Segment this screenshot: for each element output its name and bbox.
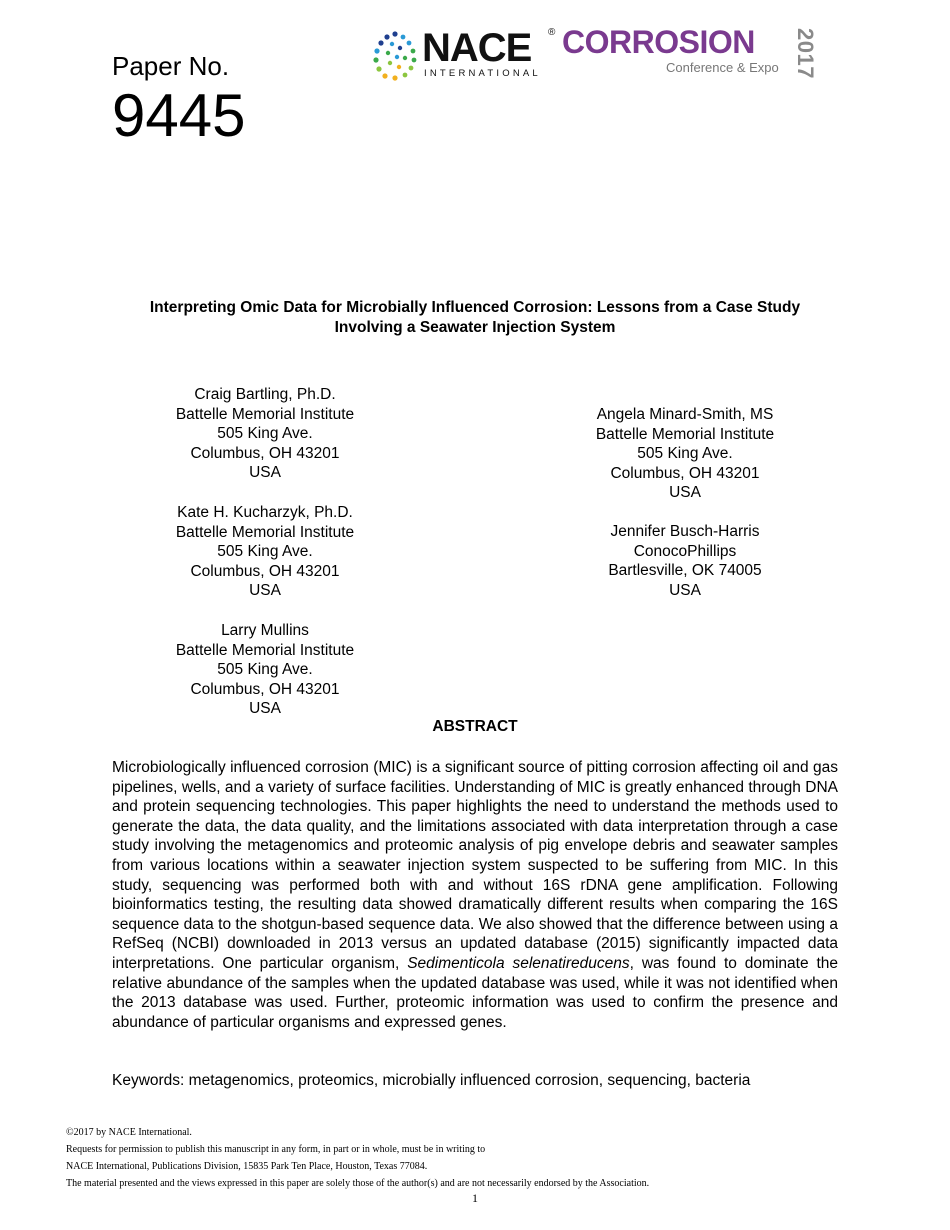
author-block-minard-smith	[555, 405, 815, 503]
author-country: USA	[249, 582, 281, 600]
footer-address: NACE International, Publications Division, 15835 Park Ten Place, Houston, Texas 77084.	[66, 1161, 428, 1172]
author-org: Battelle Memorial Institute	[595, 425, 775, 443]
author-street: 505 King Ave.	[217, 425, 313, 443]
author-block-mullins	[135, 621, 395, 719]
author-name: Jennifer Busch-Harris	[610, 523, 760, 540]
copyright-footer	[66, 1124, 886, 1192]
nace-wordmark: NACE	[422, 26, 532, 70]
nace-registered-mark: ®	[548, 27, 556, 38]
paper-number-label: Paper No.	[112, 51, 230, 81]
author-org: Battelle Memorial Institute	[175, 523, 355, 541]
corrosion-year-wrap	[794, 28, 820, 78]
abstract-organism-name: Sedimenticola selenatireducens	[407, 954, 630, 972]
author-street: 505 King Ave.	[637, 445, 733, 463]
author-city: Columbus, OH 43201	[190, 562, 340, 580]
abstract-body	[112, 758, 838, 1032]
author-city: Columbus, OH 43201	[610, 464, 760, 482]
abstract-text-part-1: Microbiologically influenced corrosion (MIC) is a significant source of pitting corrosion affecting oil and gas pipelines, wells, and a variety of surface facilities. Understanding of MIC is greatly enhanced through DNA and protein sequencing technologies. This paper highlights the need to understand the methods used to generate the data, the data quality, and the limitations associated with data interpretation through a case study involving the metagenomics and proteomic analysis of pig envelope debris and seawater samples from various locations within a seawater injection system suspected to be suffering from MIC. In this study, sequencing was performed both with and without 16S rDNA gene amplification. Following bioinformatics testing, the resulting data showed dramatically different results when comparing the 16S sequence data to the shotgun-based sequence data. We also showed that the difference between using a RefSeq (NCBI) downloaded in 2013 versus an updated database (2015) significantly impacted data interpretations. One particular organism,	[112, 759, 838, 972]
author-org: Battelle Memorial Institute	[175, 641, 355, 659]
author-block-bartling	[135, 385, 395, 483]
paper-title-line-1: Interpreting Omic Data for Microbially Influenced Corrosion: Lessons from a Case Study	[149, 299, 801, 316]
author-name: Kate H. Kucharzyk, Ph.D.	[177, 504, 353, 521]
author-country: USA	[249, 464, 281, 482]
author-city: Columbus, OH 43201	[190, 680, 340, 698]
author-block-busch-harris	[555, 522, 815, 600]
author-org: Battelle Memorial Institute	[175, 405, 355, 423]
footer-disclaimer: The material presented and the views expressed in this paper are solely those of the author(s) and are not necessarily endorsed by the Association.	[66, 1178, 650, 1189]
keywords: Keywords: metagenomics, proteomics, microbially influenced corrosion, sequencing, bacteria	[112, 1072, 751, 1089]
abstract-text-part-2: , was found to dominate the relative abundance of the samples when the updated database was used, while it was not identified when the 2013 database was used. Further, proteomic information was used to confirm the presence and abundance of particular organisms and expressed genes.	[112, 954, 839, 1031]
author-street: 505 King Ave.	[217, 661, 313, 679]
paper-title	[100, 298, 850, 338]
author-org: ConocoPhillips	[633, 542, 737, 560]
paper-title-line-2: Involving a Seawater Injection System	[334, 319, 616, 336]
author-block-kucharzyk	[135, 503, 395, 601]
paper-number: 9445	[112, 82, 246, 149]
abstract-heading: ABSTRACT	[432, 718, 518, 735]
author-name: Larry Mullins	[221, 622, 309, 639]
author-name: Angela Minard-Smith, MS	[596, 406, 774, 423]
page-number: 1	[472, 1191, 478, 1205]
author-country: USA	[669, 484, 701, 502]
author-country: USA	[249, 700, 281, 718]
footer-permission: Requests for permission to publish this manuscript in any form, in part or in whole, must be in writing to	[66, 1144, 486, 1155]
nace-subtitle: INTERNATIONAL	[424, 68, 541, 79]
nace-globe-icon	[370, 30, 420, 82]
corrosion-subtitle: Conference & Expo	[666, 60, 779, 75]
corrosion-wordmark: CORROSION	[562, 24, 755, 60]
corrosion-year: 2017	[793, 28, 818, 79]
author-name: Craig Bartling, Ph.D.	[194, 386, 336, 403]
corrosion-logo	[562, 26, 824, 82]
author-city: Bartlesville, OK 74005	[608, 562, 762, 580]
nace-logo	[370, 26, 560, 82]
footer-copyright: ©2017 by NACE International.	[66, 1127, 192, 1138]
author-city: Columbus, OH 43201	[190, 444, 340, 462]
author-country: USA	[669, 581, 701, 599]
author-street: 505 King Ave.	[217, 543, 313, 561]
